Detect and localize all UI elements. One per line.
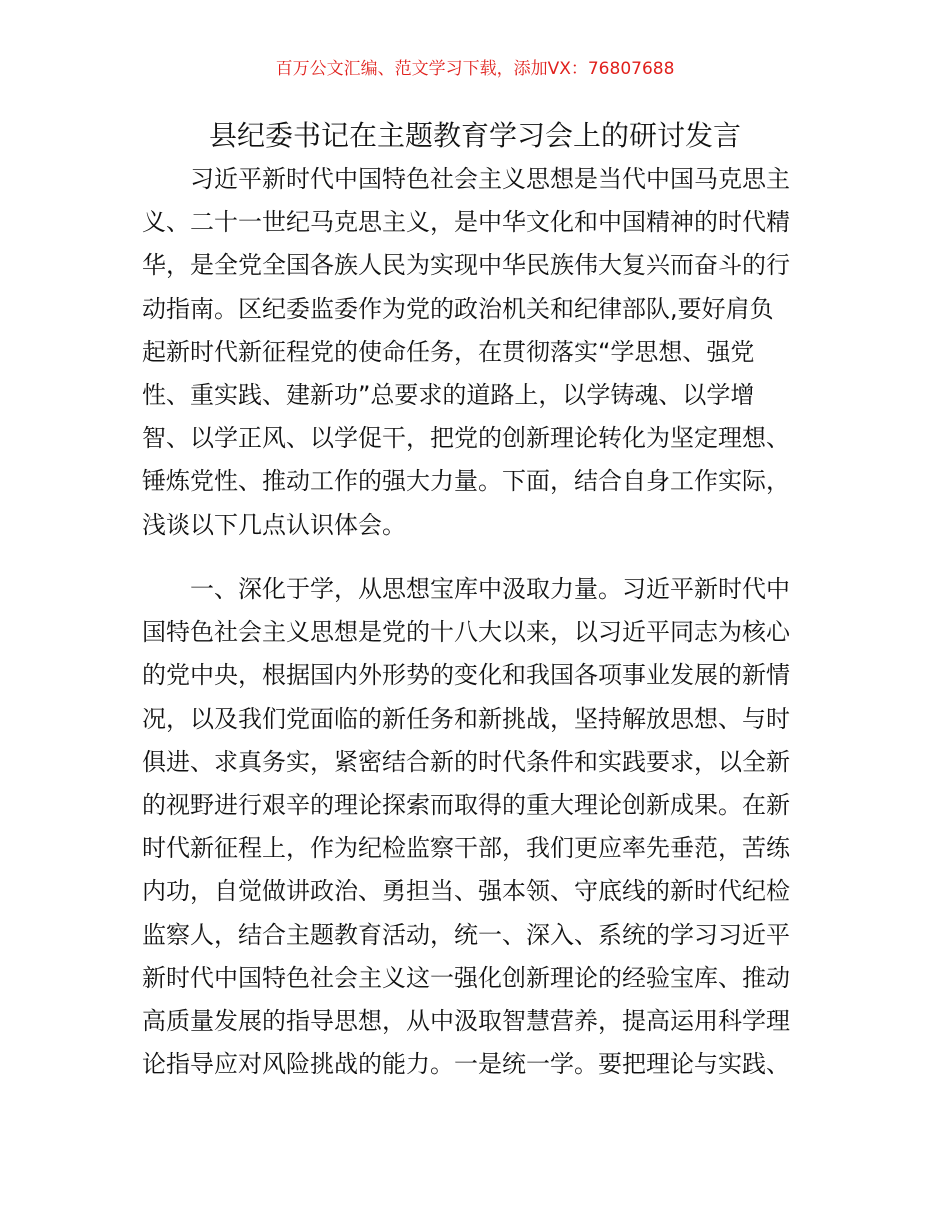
promo-header-banner: 百万公文汇编、范文学习下载，添加VX：76807688 (275, 59, 675, 79)
paragraph-line: 锤炼党性、推动工作的强大力量。下面，结合自身工作实际， (142, 467, 790, 496)
paragraph-line: 华，是全党全国各族人民为实现中华民族伟大复兴而奋斗的行 (142, 251, 790, 280)
paragraph-line: 监察人，结合主题教育活动，统一、深入、系统的学习习近平 (142, 920, 790, 949)
paragraph-line: 况，以及我们党面临的新任务和新挑战，坚持解放思想、与时 (142, 704, 790, 733)
paragraph-line: 浅谈以下几点认识体会。 (142, 510, 406, 539)
paragraph-intro (142, 158, 810, 547)
paragraph-line: 内功，自觉做讲政治、勇担当、强本领、守底线的新时代纪检 (142, 877, 790, 906)
paragraph-line: 一、深化于学，从思想宝库中汲取力量。习近平新时代中 (190, 575, 790, 603)
paragraph-line: 动指南。区纪委监委作为党的政治机关和纪律部队,要好肩负 (142, 294, 774, 323)
paragraph-line: 习近平新时代中国特色社会主义思想是当代中国马克思主 (190, 165, 790, 193)
paragraph-line: 的视野进行艰辛的理论探索而取得的重大理论创新成果。在新 (142, 790, 790, 819)
paragraph-line: 智、以学正风、以学促干，把党的创新理论转化为坚定理想、 (142, 424, 790, 453)
paragraph-line: 时代新征程上，作为纪检监察干部，我们更应率先垂范，苦练 (142, 834, 790, 863)
paragraph-line: 国特色社会主义思想是党的十八大以来，以习近平同志为核心 (142, 618, 790, 647)
paragraph-line: 俱进、求真务实，紧密结合新的时代条件和实践要求，以全新 (142, 747, 790, 776)
paragraph-line: 高质量发展的指导思想，从中汲取智慧营养，提高运用科学理 (142, 1006, 790, 1035)
document-title: 县纪委书记在主题教育学习会上的研讨发言 (208, 119, 741, 152)
paragraph-line: 新时代中国特色社会主义这一强化创新理论的经验宝库、推动 (142, 963, 790, 992)
paragraph-line: 论指导应对风险挑战的能力。一是统一学。要把理论与实践、 (142, 1050, 790, 1079)
paragraph-line: 的党中央，根据国内外形势的变化和我国各项事业发展的新情 (142, 661, 790, 690)
paragraph-line: 性、重实践、建新功”总要求的道路上，以学铸魂、以学增 (142, 380, 755, 409)
paragraph-section-one (142, 568, 810, 1086)
paragraph-line: 起新时代新征程党的使命任务，在贯彻落实“学思想、强党 (142, 337, 755, 366)
paragraph-line: 义、二十一世纪马克思主义，是中华文化和中国精神的时代精 (142, 208, 790, 237)
